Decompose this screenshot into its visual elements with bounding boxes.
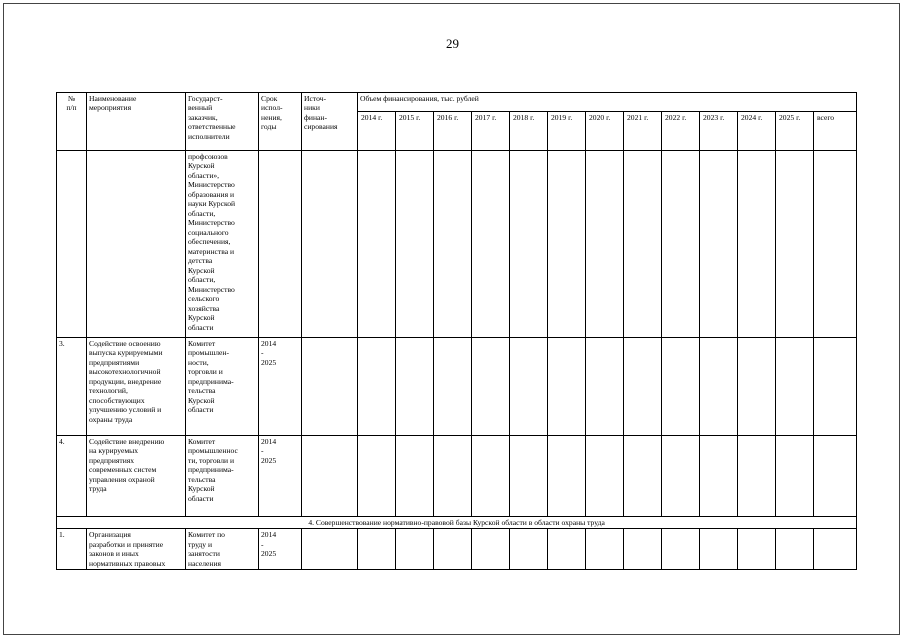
empty-cell [434, 338, 472, 436]
row-num: 4. [57, 436, 87, 517]
empty-cell [302, 436, 358, 517]
empty-cell [510, 338, 548, 436]
row-term: 2014 - 2025 [259, 529, 302, 570]
empty-cell [700, 529, 738, 570]
row-num: 3. [57, 338, 87, 436]
empty-cell [624, 151, 662, 338]
empty-cell [586, 151, 624, 338]
header-customer: Государст- венный заказчик, ответственные исполнители [186, 93, 259, 151]
empty-cell [814, 151, 857, 338]
header-source: Источ- ники финан- сирования [302, 93, 358, 151]
row-customer: Комитет промышленнос ти, торговли и предпринима- тельства Курской области [186, 436, 259, 517]
empty-cell [472, 151, 510, 338]
row-customer: Комитет промышлен- ности, торговли и предпринима- тельства Курской области [186, 338, 259, 436]
empty-cell [434, 151, 472, 338]
table-row [57, 529, 857, 570]
empty-cell [434, 529, 472, 570]
empty-cell [624, 529, 662, 570]
empty-cell [302, 338, 358, 436]
empty-cell [662, 529, 700, 570]
row-name: Содействие внедрению на курируемых предприятиях современных систем управления охраной труда [87, 436, 186, 517]
row-name [87, 151, 186, 338]
empty-cell [396, 436, 434, 517]
empty-cell [302, 151, 358, 338]
row-customer: профсоюзов Курской области», Министерство образования и науки Курской области, Министерство социального обеспечения, материнства и детства Курской области, Министерство сельского хозяйства Курской области [186, 151, 259, 338]
year-cell: 2021 г. [624, 112, 662, 151]
empty-cell [358, 151, 396, 338]
empty-cell [700, 338, 738, 436]
program-table [56, 92, 857, 570]
empty-cell [738, 338, 776, 436]
year-cell: 2025 г. [776, 112, 814, 151]
header-row-1 [57, 93, 857, 112]
empty-cell [814, 436, 857, 517]
table-row [57, 338, 857, 436]
empty-cell [624, 338, 662, 436]
empty-cell [776, 338, 814, 436]
empty-cell [586, 338, 624, 436]
empty-cell [814, 338, 857, 436]
year-cell-total: всего [814, 112, 857, 151]
row-name: Организация разработки и принятие законов и иных нормативных правовых [87, 529, 186, 570]
empty-cell [624, 436, 662, 517]
empty-cell [302, 529, 358, 570]
empty-cell [586, 529, 624, 570]
empty-cell [548, 436, 586, 517]
row-num: 1. [57, 529, 87, 570]
header-name: Наименование мероприятия [87, 93, 186, 151]
empty-cell [662, 151, 700, 338]
empty-cell [548, 151, 586, 338]
row-term [259, 151, 302, 338]
year-cell: 2022 г. [662, 112, 700, 151]
empty-cell [472, 529, 510, 570]
year-cell: 2016 г. [434, 112, 472, 151]
empty-cell [472, 436, 510, 517]
empty-cell [738, 529, 776, 570]
row-term: 2014 - 2025 [259, 436, 302, 517]
table-row [57, 151, 857, 338]
empty-cell [548, 529, 586, 570]
header-term: Срок испол- нения, годы [259, 93, 302, 151]
empty-cell [396, 338, 434, 436]
row-term: 2014 - 2025 [259, 338, 302, 436]
year-cell: 2014 г. [358, 112, 396, 151]
empty-cell [548, 338, 586, 436]
empty-cell [510, 436, 548, 517]
empty-cell [510, 529, 548, 570]
empty-cell [776, 151, 814, 338]
row-num [57, 151, 87, 338]
empty-cell [662, 338, 700, 436]
empty-cell [358, 436, 396, 517]
year-cell: 2023 г. [700, 112, 738, 151]
empty-cell [776, 529, 814, 570]
year-cell: 2020 г. [586, 112, 624, 151]
section-title: 4. Совершенствование нормативно-правовой базы Курской области в области охраны труда [57, 517, 857, 529]
header-funding: Объем финансирования, тыс. рублей [358, 93, 857, 112]
empty-cell [586, 436, 624, 517]
empty-cell [814, 529, 857, 570]
year-cell: 2018 г. [510, 112, 548, 151]
year-cell: 2015 г. [396, 112, 434, 151]
row-customer: Комитет по труду и занятости населения [186, 529, 259, 570]
empty-cell [396, 529, 434, 570]
empty-cell [700, 151, 738, 338]
page-number: 29 [446, 36, 459, 51]
year-cell: 2017 г. [472, 112, 510, 151]
empty-cell [434, 436, 472, 517]
year-cell: 2024 г. [738, 112, 776, 151]
empty-cell [472, 338, 510, 436]
section-row [57, 517, 857, 529]
year-cell: 2019 г. [548, 112, 586, 151]
empty-cell [358, 338, 396, 436]
row-name: Содействие освоению выпуска курируемыми предприятиями высокотехнологичной продукции, внедрение технологий, способствующих улучшению условий и охраны труда [87, 338, 186, 436]
empty-cell [700, 436, 738, 517]
empty-cell [662, 436, 700, 517]
empty-cell [738, 151, 776, 338]
header-num: № п/п [57, 93, 87, 151]
empty-cell [776, 436, 814, 517]
empty-cell [510, 151, 548, 338]
table-row [57, 436, 857, 517]
empty-cell [358, 529, 396, 570]
empty-cell [738, 436, 776, 517]
empty-cell [396, 151, 434, 338]
